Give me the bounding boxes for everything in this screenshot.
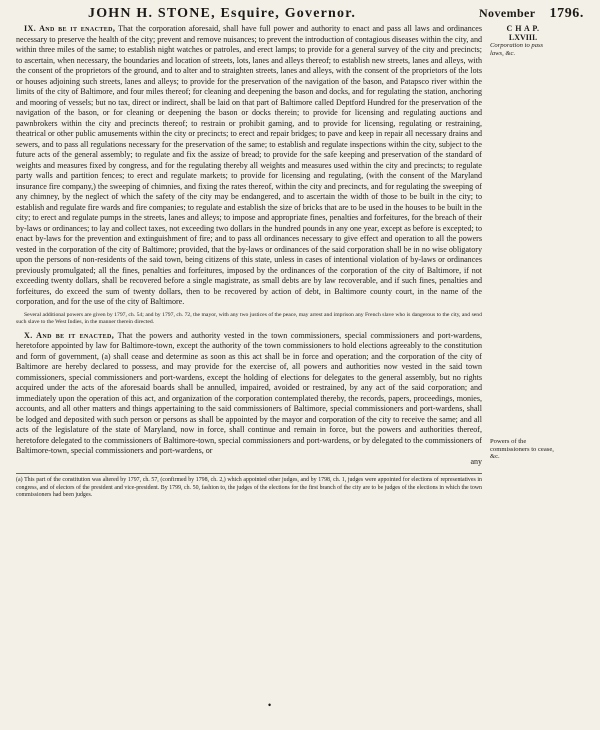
section-x [16, 331, 482, 457]
catchword: any [470, 456, 482, 466]
margin-column [490, 24, 588, 500]
section-ix [16, 24, 482, 308]
footnote: (a) This part of the constitution was altered by 1797, ch. 57, (confirmed by 1798, ch. 2,) which appointed other judges, and by 1798, ch. 1, judges were appointed for elections of representatives in congress, and of electors of the president and vice-president. By 1799, ch. 50, fashion to, the judges of the elections for the first branch of the city are to be judges of the elections in which the town commissioners had been judges. [16, 473, 482, 500]
running-header [16, 6, 588, 22]
signature-mark: • [268, 700, 272, 710]
margin-chap-number: LXVIII. [508, 33, 538, 42]
header-year: 1796. [549, 6, 584, 21]
section-ix-note: Several additional powers are given by 1797, ch. 54; and by 1797, ch. 72, the mayor, with any two justices of the peace, may arrest and imprison any French slave who is dangerous to the city, and send such slave to the West Indies, in the manner therein directed. [16, 311, 482, 325]
running-title: JOHN H. STONE, Esquire, Governor. [88, 6, 357, 21]
section-ix-text: That the corporation aforesaid, shall have full power and authority to enact and pass all laws and ordinances necessary to preserve the health of the city; prevent and remove nuisances; to prevent the introduction of contagious diseases within the city, and within three miles of the same; to establish night watches or patroles, and erect lamps; to provide for a general survey of the city and precincts; to ascertain, when necessary, the boundaries and location of streets, lots, lanes and alleys thereof; to establish new streets, lanes and alleys, with the consent of the proprietors of the ground, and to alter and to straighten streets, lanes and alleys, with the consent of the proprietors of the lots or houses adjoining such streets, lanes and alleys; to provide for the preservation of the navigation of the bason, and Patapsco river within the limits of the city of Baltimore, and four miles thereof; for cleaning and deepening the bason and docks, and for regulating the station, anchoring and mooring of vessels; but no tax, direct or indirect, shall be laid on that part of Baltimore called Deptford Hundred for the preservation of the navigation of the bason, or for cleaning or deepening the bason or docks therein; to provide for licensing and regulating auctions and pawnbrokers within the city and precincts thereof; to restrain or prohibit gaming, and to provide for licensing, regulating or restraining, theatrical or other public amusements within the city or precincts; to erect and repair bridges; to pave and keep in repair all necessary drains and sewers, and to pass all regulations necessary for the preservation of the same; to establish and regulate inspections within the city, subject to the future acts of the general assembly; to regulate and fix the assize of bread; to provide for the safe keeping and preservation of the standard of weights and measures fixed by congress, and for the regulating thereby all weights and measures used within the city and precincts; to regulate party walls and partition fences; to erect and regulate markets; to provide for licensing and regulating, (with the consent of the Maryland insurance fire company,) the sweeping of chimnies, and fixing the rates thereof, within the city and precincts, and for regulating the sweeping of any chimney, by the neglect of which the safety of the city may be endangered, and to ascertain the width of those to be built in the city; to establish and regulate fire wards and fire companies; to regulate and establish the size of bricks that are to be used in the houses to be built in the city; to erect and regulate pumps in the streets, lanes and alleys; to impose and appropriate fines, penalties and forfeitures, for the breach of their by-laws or ordinances; to lay and collect taxes, not exceeding two dollars in the hundred pounds in any one year, except as before is excepted; to enact by-laws for the prevention and extinguishment of fire; and to pass all ordinances necessary to give effect and operation to all the powers vested in the corporation of the city of Baltimore; provided, that the by-laws or ordinances of the said corporation shall be in no wise obligatory upon the persons of non-residents of the said town, being citizens of this state, unless in cases of intentional violation of by-laws or ordinances previously promulgated; all the fines, penalties and forfeitures, imposed by the ordinances of the corporation of the city of Baltimore, if not exceeding twenty dollars, shall be recovered before a single magistrate, as small debts are by law recoverable, and if such fines, penalties and forfeitures, do exceed the sum of twenty dollars, then to be recovered by action of debt, in Baltimore county court, in the name of the corporation, and for the use of the city of Baltimore. [16, 24, 482, 306]
margin-chap-label: C H A P. [506, 24, 540, 33]
section-x-text: That the powers and authority vested in the town commissioners, special commissioners and port-wardens, heretofore appointed by law for Baltimore-town, except the authority of the town commissioners to hold elections agreeably to the constitution and form of government, (a) shall cease and determine as soon as this act shall be in force and operation; and the corporation of the city of Baltimore are hereby declared to possess, and may provide for the exercise of, all powers and authorities now vested in the said town commissioners, special commissioners and port-wardens, except the holding of elections for delegates to the general assembly, but no rights acquired under the acts of the aforesaid boards shall be annulled, impaired, avoided or restrained, by any act of the said corporation; and immediately upon the operation of this act, and organization of the corporation contemplated thereby, the records, papers, proceedings, monies, accounts, and all other matters and things appertaining to the said commissioners of Baltimore, special commissioners and port-wardens, shall be lodged and deposited with such person or persons as shall be appointed by the mayor and corporation of the city to receive the same; and all acts of the legislature of the state of Maryland, now in force, shall continue and remain in force, but the powers and authorities thereof, heretofore delegated to the commissioners of Baltimore-town, special commissioners and port-wardens, or by delegated to the commissioners of Baltimore-town, special commissioners and port-wardens, or [16, 330, 483, 456]
header-month: November [478, 6, 536, 20]
section-x-lead: X. And be it enacted, [24, 330, 115, 340]
margin-chapter [490, 24, 556, 57]
margin-note-section-x: Powers of the commissioners to cease, &c. [490, 438, 554, 461]
section-ix-lead: IX. And be it enacted, [24, 24, 116, 33]
page-body [16, 24, 588, 500]
main-column [16, 24, 482, 500]
margin-chap-description: Corporation to pass laws, &c. [490, 42, 544, 57]
